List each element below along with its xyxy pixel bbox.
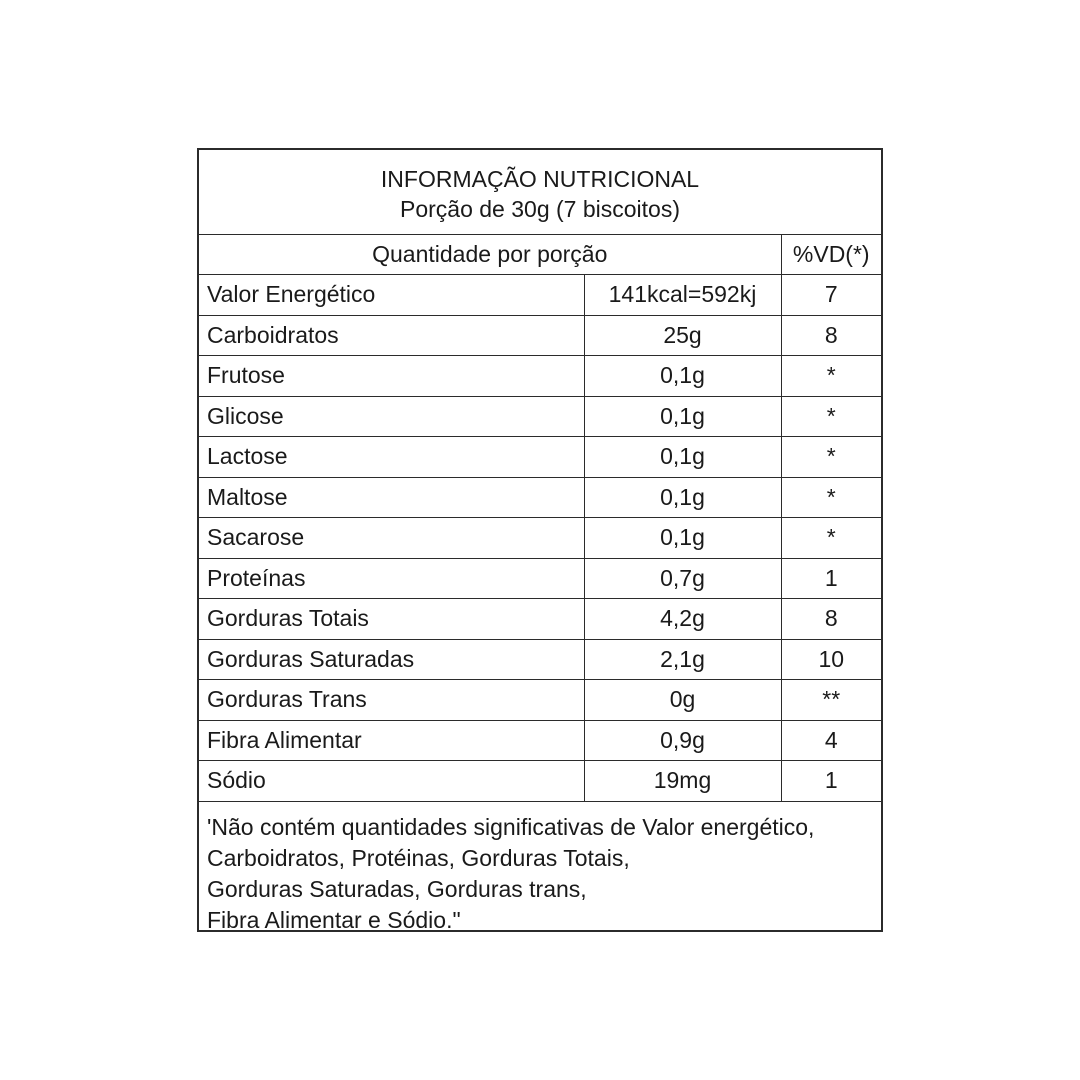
nutrient-amount: 0,1g xyxy=(584,518,781,559)
nutrient-dv: 4 xyxy=(781,720,881,761)
nutrient-amount: 4,2g xyxy=(584,599,781,640)
nutrient-dv: * xyxy=(781,518,881,559)
nutrient-amount: 0,1g xyxy=(584,356,781,397)
footnote-line: 'Não contém quantidades significativas de Valor energético, xyxy=(207,813,815,840)
table-row xyxy=(199,356,881,397)
nutrient-name: Gorduras Totais xyxy=(199,599,584,640)
nutrient-name: Sacarose xyxy=(199,518,584,559)
header-amount: Quantidade por porção xyxy=(199,235,781,275)
nutrient-dv: 8 xyxy=(781,599,881,640)
header-row xyxy=(199,235,881,275)
table-row xyxy=(199,720,881,761)
nutrient-name: Frutose xyxy=(199,356,584,397)
nutrient-amount: 25g xyxy=(584,315,781,356)
table-row xyxy=(199,477,881,518)
nutrient-amount: 0,9g xyxy=(584,720,781,761)
table-row xyxy=(199,315,881,356)
footnote-line: Carboidratos, Protéinas, Gorduras Totais, xyxy=(207,844,630,871)
nutrient-amount: 141kcal=592kj xyxy=(584,275,781,316)
nutrient-name: Proteínas xyxy=(199,558,584,599)
table-row xyxy=(199,275,881,316)
table-row xyxy=(199,761,881,802)
nutrient-amount: 0,1g xyxy=(584,437,781,478)
table-row xyxy=(199,639,881,680)
table-row xyxy=(199,558,881,599)
nutrient-dv: * xyxy=(781,437,881,478)
nutrient-amount: 0,1g xyxy=(584,477,781,518)
footnote-line: Gorduras Saturadas, Gorduras trans, xyxy=(207,875,587,902)
nutrient-amount: 2,1g xyxy=(584,639,781,680)
nutrient-dv: 7 xyxy=(781,275,881,316)
nutrient-name: Gorduras Saturadas xyxy=(199,639,584,680)
table-row xyxy=(199,518,881,559)
header-dv: %VD(*) xyxy=(781,235,881,275)
table-row xyxy=(199,680,881,721)
nutrient-dv: * xyxy=(781,396,881,437)
nutrient-amount: 19mg xyxy=(584,761,781,802)
nutrient-dv: ** xyxy=(781,680,881,721)
nutrient-dv: 10 xyxy=(781,639,881,680)
nutrient-dv: 1 xyxy=(781,761,881,802)
nutrient-name: Lactose xyxy=(199,437,584,478)
nutrient-name: Carboidratos xyxy=(199,315,584,356)
table-row xyxy=(199,437,881,478)
nutrition-table xyxy=(199,150,881,946)
nutrient-dv: 8 xyxy=(781,315,881,356)
nutrient-name: Fibra Alimentar xyxy=(199,720,584,761)
table-row xyxy=(199,599,881,640)
footnote-line: Fibra Alimentar e Sódio." xyxy=(207,906,461,933)
nutrient-name: Gorduras Trans xyxy=(199,680,584,721)
footnote-row xyxy=(199,801,881,946)
nutrient-dv: * xyxy=(781,477,881,518)
nutrition-facts-panel xyxy=(197,148,883,932)
nutrient-name: Maltose xyxy=(199,477,584,518)
nutrient-name: Sódio xyxy=(199,761,584,802)
nutrient-name: Glicose xyxy=(199,396,584,437)
serving-size: Porção de 30g (7 biscoitos) xyxy=(400,196,680,222)
nutrient-amount: 0,1g xyxy=(584,396,781,437)
footnote xyxy=(199,801,881,946)
title-row xyxy=(199,150,881,235)
table-row xyxy=(199,396,881,437)
nutrient-dv: 1 xyxy=(781,558,881,599)
nutrient-amount: 0g xyxy=(584,680,781,721)
table-title: INFORMAÇÃO NUTRICIONAL xyxy=(380,166,700,192)
nutrient-dv: * xyxy=(781,356,881,397)
nutrient-amount: 0,7g xyxy=(584,558,781,599)
nutrient-name: Valor Energético xyxy=(199,275,584,316)
title-cell xyxy=(199,150,881,235)
